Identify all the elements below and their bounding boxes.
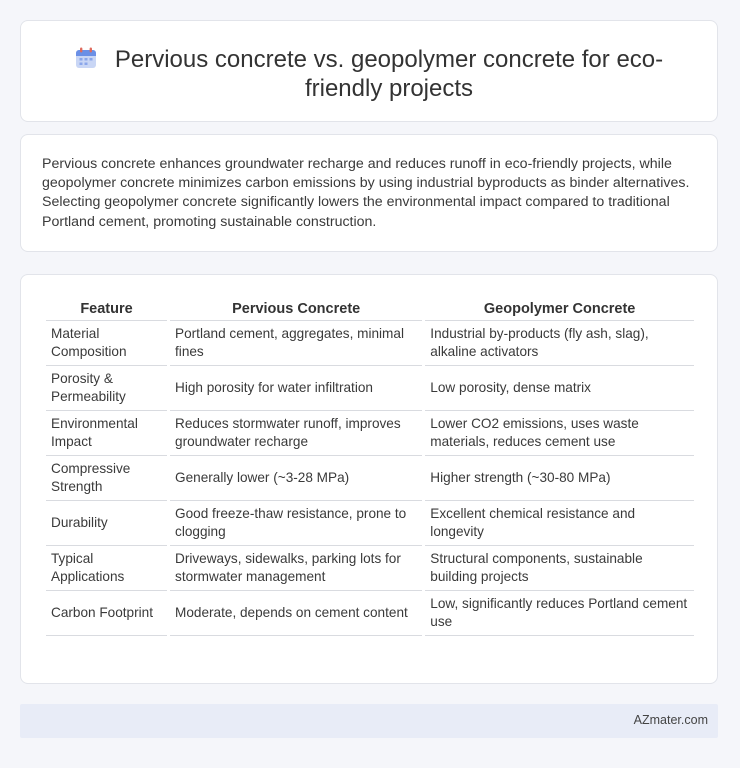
table-row bbox=[46, 366, 694, 411]
summary-card bbox=[20, 134, 718, 252]
title-card bbox=[20, 20, 718, 122]
row-pervious-value: Portland cement, aggregates, minimal fines bbox=[170, 321, 422, 366]
row-feature: Material Composition bbox=[46, 321, 167, 366]
row-pervious-value: Generally lower (~3-28 MPa) bbox=[170, 456, 422, 501]
table-row bbox=[46, 591, 694, 636]
row-geopolymer-value: Excellent chemical resistance and longevity bbox=[425, 501, 694, 546]
row-feature: Environmental Impact bbox=[46, 411, 167, 456]
comparison-table-card bbox=[20, 274, 718, 684]
row-feature: Carbon Footprint bbox=[46, 591, 167, 636]
row-geopolymer-value: Low, significantly reduces Portland cement use bbox=[425, 591, 694, 636]
page-title: Pervious concrete vs. geopolymer concrete for eco-friendly projects bbox=[114, 46, 664, 102]
row-feature: Typical Applications bbox=[46, 546, 167, 591]
row-geopolymer-value: Higher strength (~30-80 MPa) bbox=[425, 456, 694, 501]
table-row bbox=[46, 456, 694, 501]
table-row bbox=[46, 411, 694, 456]
table-row bbox=[46, 501, 694, 546]
row-pervious-value: Good freeze-thaw resistance, prone to clogging bbox=[170, 501, 422, 546]
header-pervious: Pervious Concrete bbox=[170, 295, 422, 321]
row-pervious-value: Reduces stormwater runoff, improves groundwater recharge bbox=[170, 411, 422, 456]
row-geopolymer-value: Low porosity, dense matrix bbox=[425, 366, 694, 411]
header-geopolymer: Geopolymer Concrete bbox=[425, 295, 694, 321]
row-pervious-value: Driveways, sidewalks, parking lots for stormwater management bbox=[170, 546, 422, 591]
table-row bbox=[46, 546, 694, 591]
row-geopolymer-value: Industrial by-products (fly ash, slag), alkaline activators bbox=[425, 321, 694, 366]
footer-brand: AZmater.com bbox=[633, 713, 708, 727]
row-feature: Porosity & Permeability bbox=[46, 366, 167, 411]
comparison-table bbox=[43, 295, 697, 636]
row-feature: Durability bbox=[46, 501, 167, 546]
row-geopolymer-value: Structural components, sustainable building projects bbox=[425, 546, 694, 591]
table-row bbox=[46, 321, 694, 366]
row-pervious-value: Moderate, depends on cement content bbox=[170, 591, 422, 636]
table-header-row bbox=[46, 295, 694, 321]
row-feature: Compressive Strength bbox=[46, 456, 167, 501]
footer-bar bbox=[20, 704, 718, 738]
row-geopolymer-value: Lower CO2 emissions, uses waste materials, reduces cement use bbox=[425, 411, 694, 456]
summary-text: Pervious concrete enhances groundwater recharge and reduces runoff in eco-friendly projects, while geopolymer concrete minimizes carbon emissions by using industrial byproducts as binder alternatives. Selecting geopolymer concrete significantly lowers the environmental impact compared to traditional Portland cement, promoting sustainable construction. bbox=[42, 156, 690, 230]
row-pervious-value: High porosity for water infiltration bbox=[170, 366, 422, 411]
header-feature: Feature bbox=[46, 295, 167, 321]
